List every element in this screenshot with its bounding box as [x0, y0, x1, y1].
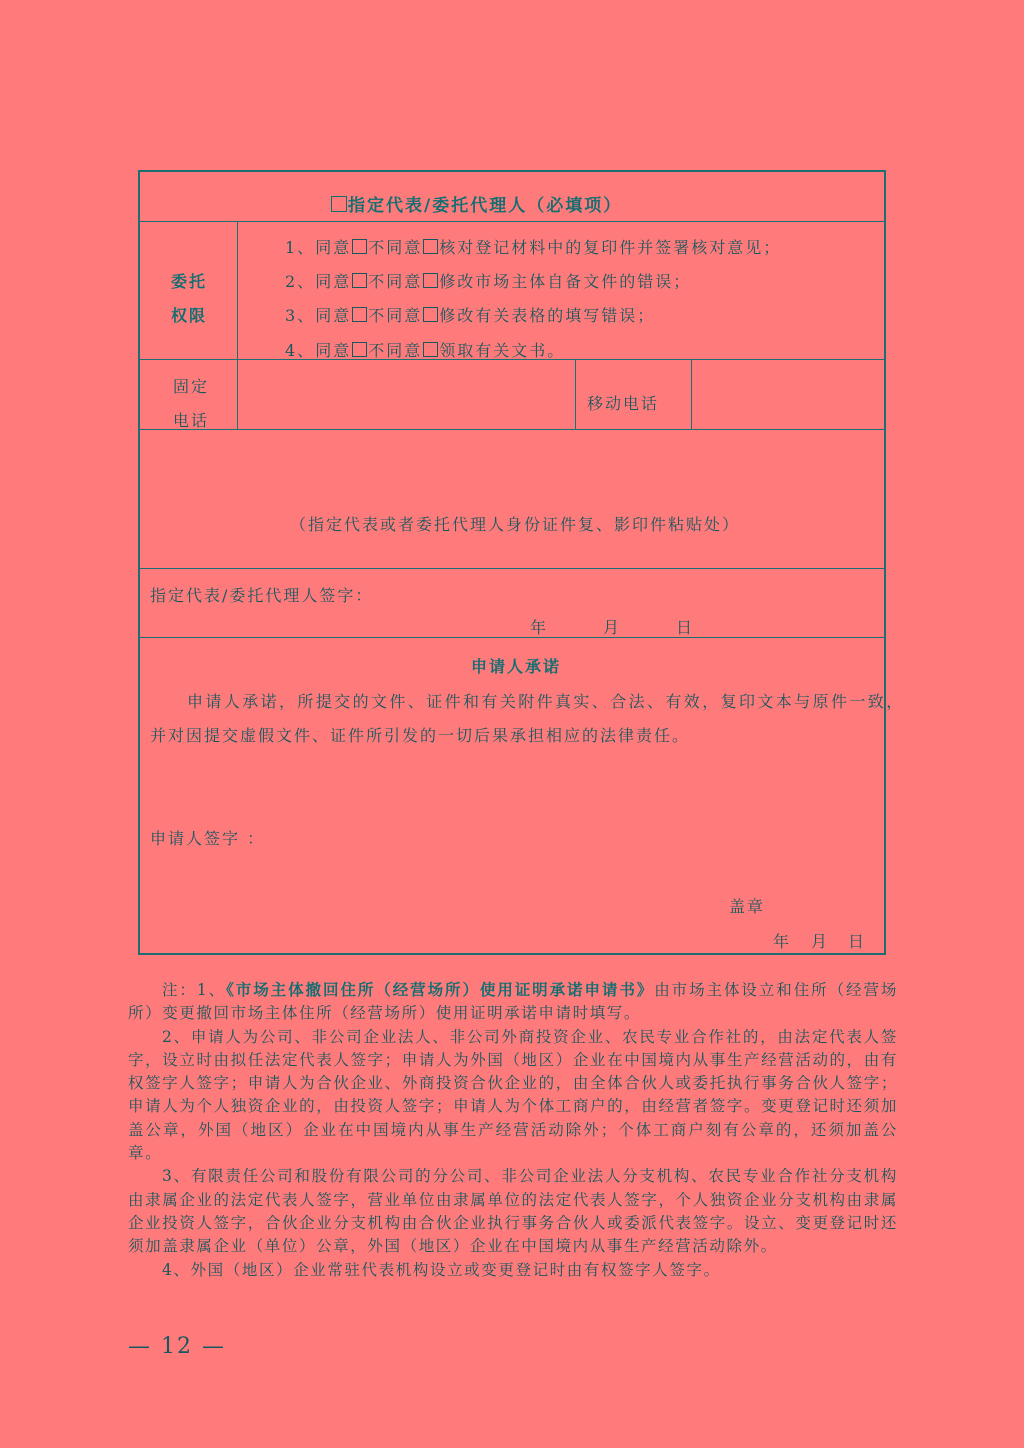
divider	[140, 568, 884, 569]
promise-text: 并对因提交虚假文件、证件所引发的一切后果承担相应的法律责任。	[150, 726, 691, 745]
date-year: 年	[530, 618, 549, 637]
promise-title: 申请人承诺	[471, 657, 562, 676]
divider	[140, 429, 884, 430]
date-day: 日	[676, 618, 695, 637]
checkbox[interactable]	[423, 342, 438, 357]
checkbox[interactable]	[331, 196, 347, 212]
landline-field[interactable]	[240, 362, 573, 428]
authority-label-2: 权限	[171, 306, 208, 325]
id-paste-area: （指定代表或者委托代理人身份证件复、影印件粘贴处）	[290, 515, 741, 534]
landline-label-2: 电话	[173, 411, 210, 430]
divider	[140, 221, 884, 222]
authority-item: 3、同意 不同意 修改有关表格的填写错误；	[285, 306, 656, 325]
applicant-signature-label: 申请人签字 ：	[150, 829, 266, 848]
date-year: 年	[773, 932, 792, 951]
mobile-field[interactable]	[694, 362, 883, 428]
checkbox[interactable]	[352, 273, 367, 288]
promise-text: 申请人承诺，所提交的文件、证件和有关附件真实、合法、有效，复印文本与原件一致，	[187, 692, 905, 711]
checkbox[interactable]	[352, 239, 367, 254]
mobile-label: 移动电话	[587, 394, 660, 413]
checkbox[interactable]	[423, 273, 438, 288]
authority-item: 2、同意 不同意 修改市场主体自备文件的错误；	[285, 272, 692, 291]
notes	[128, 978, 898, 1282]
delegation-form	[138, 170, 905, 955]
note-1-title: 《市场主体撤回住所（经营场所）使用证明承诺申请书》	[226, 980, 655, 999]
date-month: 月	[811, 932, 830, 951]
signature-label: 指定代表/委托代理人签字：	[150, 586, 374, 605]
checkbox[interactable]	[423, 239, 438, 254]
note-1: 注：1、《市场主体撤回住所（经营场所）使用证明承诺申请书》由市场主体设立和住所（经营场所）变更撤回市场主体住所（经营场所）使用证明承诺申请时填写。	[128, 980, 898, 1023]
note-2: 2、申请人为公司、非公司企业法人、非公司外商投资企业、农民专业合作社的，由法定代表人签字，设立时由拟任法定代表人签字；申请人为外国（地区）企业在中国境内从事生产经营活动的，由有权签字人签字；申请人为合伙企业、外商投资合伙企业的，由全体合伙人或委托执行事务合伙人签字；申请人为个人独资企业的，由投资人签字；申请人为个体工商户的，由经营者签字。变更登记时还须加盖公章，外国（地区）企业在中国境内从事生产经营活动除外；个体工商户刻有公章的，还须加盖公章。	[128, 1027, 898, 1163]
header-title: 指定代表/委托代理人（必填项）	[348, 196, 623, 216]
section-header	[330, 191, 622, 216]
note-3: 3、有限责任公司和股份有限公司的分公司、非公司企业法人分支机构、农民专业合作社分支机构由隶属企业的法定代表人签字，营业单位由隶属单位的法定代表人签字，个人独资企业分支机构由隶属企业投资人签字，合伙企业分支机构由合伙企业执行事务合伙人或委派代表签字。设立、变更登记时还须加盖隶属企业（单位）公章，外国（地区）企业在中国境内从事生产经营活动除外。	[128, 1167, 898, 1256]
divider	[140, 637, 884, 638]
authority-item: 4、同意 不同意 领取有关文书。	[285, 341, 566, 360]
checkbox[interactable]	[352, 342, 367, 357]
landline-label-1: 固定	[173, 377, 210, 396]
divider	[237, 221, 238, 429]
note-4: 4、外国（地区）企业常驻代表机构设立或变更登记时由有权签字人签字。	[162, 1260, 721, 1279]
authority-item: 1、同意 不同意 核对登记材料中的复印件并签署核对意见；	[285, 238, 782, 257]
checkbox[interactable]	[423, 307, 438, 322]
date-month: 月	[603, 618, 622, 637]
divider	[691, 359, 692, 429]
checkbox[interactable]	[352, 307, 367, 322]
divider	[575, 359, 576, 429]
seal-label: 盖章	[729, 897, 766, 916]
page-number: — 12 —	[128, 1334, 226, 1359]
authority-label-1: 委托	[171, 272, 208, 291]
date-day: 日	[848, 932, 867, 951]
